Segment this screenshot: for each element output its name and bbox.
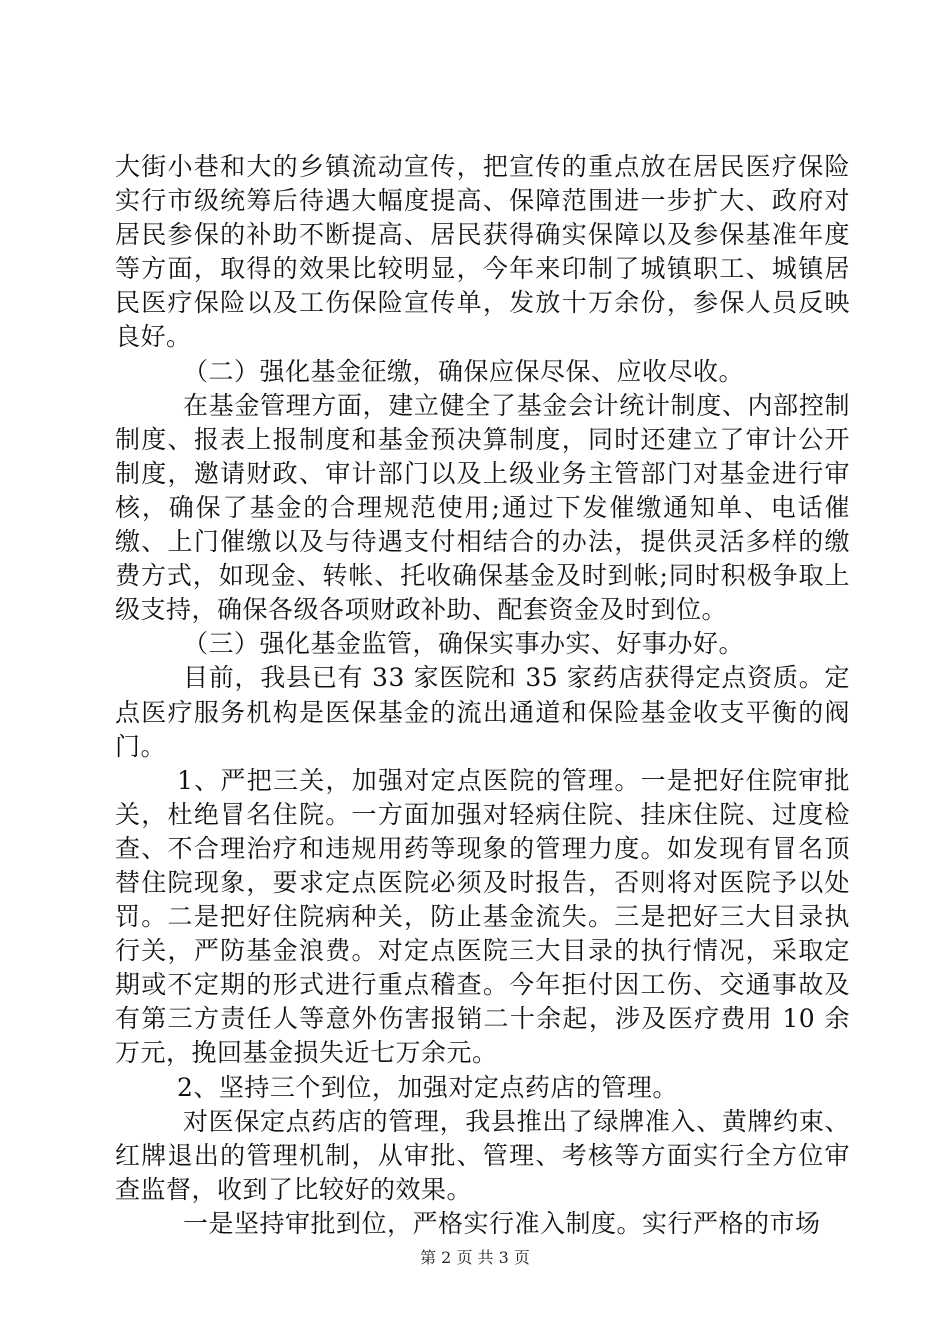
paragraph-approval: 一是坚持审批到位，严格实行准入制度。实行严格的市场 — [183, 1208, 821, 1238]
paragraph-fund-management: 在基金管理方面，建立健全了基金会计统计制度、内部控制制度、报表上报制度和基金预决算制度，同时还建立了审计公开制度，邀请财政、审计部门以及上级业务主管部门对基金进行审核，确保了基金的合理规范使用;通过下发催缴通知单、电话催缴、上门催缴以及与待遇支付相结合的办法，提供灵活多样的缴费方式，如现金、转帐、托收确保基金及时到帐;同时积极争取上级支持，确保各级各项财政补助、配套资金及时到位。 — [115, 390, 850, 625]
document-body — [115, 150, 850, 1241]
subheading-pharmacy: 2、坚持三个到位，加强对定点药店的管理。 — [177, 1072, 678, 1102]
section-heading-3: （三）强化基金监管，确保实事办实、好事办好。 — [183, 629, 745, 659]
paragraph-designated-institutions: 目前，我县已有 33 家医院和 35 家药店获得定点资质。定点医疗服务机构是医保基金的流出通道和保险基金收支平衡的阀门。 — [115, 663, 850, 761]
paragraph-hospital-management: 1、严把三关，加强对定点医院的管理。一是把好住院审批关，杜绝冒名住院。一方面加强对轻病住院、挂床住院、过度检查、不合理治疗和违规用药等现象的管理力度。如发现有冒名顶替住院现象，要求定点医院必须及时报告，否则将对医院予以处罚。二是把好住院病种关，防止基金流失。三是把好三大目录执行关，严防基金浪费。对定点医院三大目录的执行情况，采取定期或不定期的形式进行重点稽查。今年拒付因工伤、交通事故及有第三方责任人等意外伤害报销二十余起，涉及医疗费用 10 余万元，挽回基金损失近七万余元。 — [115, 765, 850, 1068]
page-footer: 第 2 页 共 3 页 — [420, 1248, 530, 1267]
section-heading-2: （二）强化基金征缴，确保应保尽保、应收尽收。 — [183, 356, 745, 386]
paragraph-pharmacy-management: 对医保定点药店的管理，我县推出了绿牌准入、黄牌约束、红牌退出的管理机制，从审批、管理、考核等方面实行全方位审查监督，收到了比较好的效果。 — [115, 1106, 850, 1204]
paragraph-1: 大街小巷和大的乡镇流动宣传，把宣传的重点放在居民医疗保险实行市级统筹后待遇大幅度提高、保障范围进一步扩大、政府对居民参保的补助不断提高、居民获得确实保障以及参保基准年度等方面，取得的效果比较明显，今年来印制了城镇职工、城镇居民医疗保险以及工伤保险宣传单，发放十万余份，参保人员反映良好。 — [115, 152, 850, 352]
